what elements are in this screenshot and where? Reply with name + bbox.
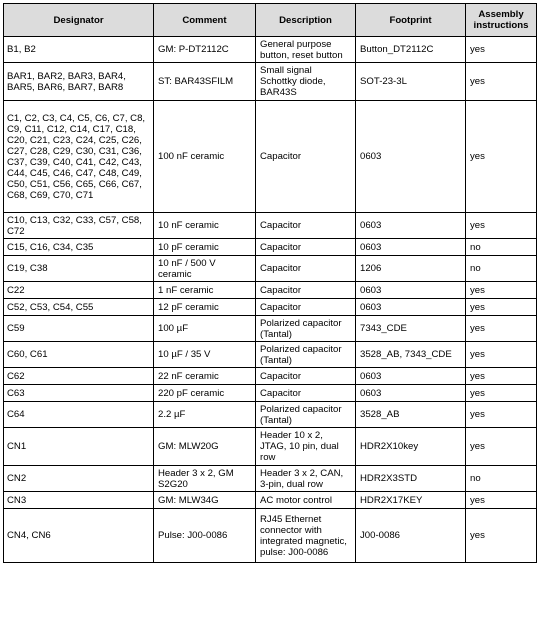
cell-description: Capacitor: [256, 256, 356, 282]
cell-footprint: 3528_AB: [356, 402, 466, 428]
header-description: Description: [256, 4, 356, 37]
cell-assembly: yes: [466, 299, 537, 316]
cell-footprint: SOT-23-3L: [356, 63, 466, 101]
cell-comment: 100 µF: [154, 316, 256, 342]
table-row: [4, 299, 537, 316]
cell-footprint: HDR2X3STD: [356, 466, 466, 492]
cell-assembly: yes: [466, 213, 537, 239]
cell-assembly: yes: [466, 101, 537, 213]
cell-comment: Pulse: J00-0086: [154, 509, 256, 563]
cell-description: AC motor control: [256, 492, 356, 509]
cell-description: Capacitor: [256, 213, 356, 239]
cell-description: Capacitor: [256, 299, 356, 316]
cell-description: Capacitor: [256, 282, 356, 299]
cell-description: Capacitor: [256, 385, 356, 402]
table-row: [4, 101, 537, 213]
header-assembly-instructions: Assembly instructions: [466, 4, 537, 37]
header-designator: Designator: [4, 4, 154, 37]
table-row: [4, 213, 537, 239]
cell-footprint: J00-0086: [356, 509, 466, 563]
table-row: [4, 239, 537, 256]
cell-comment: 10 nF ceramic: [154, 213, 256, 239]
cell-comment: ST: BAR43SFILM: [154, 63, 256, 101]
cell-comment: 2.2 µF: [154, 402, 256, 428]
cell-designator: C62: [4, 368, 154, 385]
cell-designator: CN4, CN6: [4, 509, 154, 563]
cell-designator: C64: [4, 402, 154, 428]
cell-footprint: HDR2X17KEY: [356, 492, 466, 509]
cell-assembly: yes: [466, 316, 537, 342]
cell-footprint: 0603: [356, 282, 466, 299]
cell-description: Polarized capacitor (Tantal): [256, 402, 356, 428]
cell-footprint: 1206: [356, 256, 466, 282]
cell-description: General purpose button, reset button: [256, 37, 356, 63]
cell-footprint: 3528_AB, 7343_CDE: [356, 342, 466, 368]
table-row: [4, 466, 537, 492]
table-row: [4, 492, 537, 509]
cell-assembly: no: [466, 466, 537, 492]
cell-footprint: 0603: [356, 101, 466, 213]
cell-footprint: Button_DT2112C: [356, 37, 466, 63]
cell-description: Polarized capacitor (Tantal): [256, 342, 356, 368]
cell-footprint: 0603: [356, 368, 466, 385]
cell-designator: C22: [4, 282, 154, 299]
table-row: [4, 282, 537, 299]
cell-comment: 220 pF ceramic: [154, 385, 256, 402]
cell-designator: BAR1, BAR2, BAR3, BAR4, BAR5, BAR6, BAR7, BAR8: [4, 63, 154, 101]
table-row: [4, 402, 537, 428]
table-row: [4, 342, 537, 368]
cell-footprint: 0603: [356, 239, 466, 256]
cell-assembly: yes: [466, 282, 537, 299]
cell-assembly: yes: [466, 368, 537, 385]
table-row: [4, 37, 537, 63]
cell-description: Capacitor: [256, 239, 356, 256]
cell-comment: 10 µF / 35 V: [154, 342, 256, 368]
cell-assembly: yes: [466, 385, 537, 402]
cell-assembly: yes: [466, 342, 537, 368]
table-row: [4, 385, 537, 402]
table-row: [4, 368, 537, 385]
cell-assembly: yes: [466, 37, 537, 63]
cell-comment: GM: P-DT2112C: [154, 37, 256, 63]
header-footprint: Footprint: [356, 4, 466, 37]
cell-assembly: yes: [466, 509, 537, 563]
cell-assembly: yes: [466, 402, 537, 428]
cell-description: Capacitor: [256, 101, 356, 213]
table-row: [4, 256, 537, 282]
cell-footprint: HDR2X10key: [356, 428, 466, 466]
cell-comment: 100 nF ceramic: [154, 101, 256, 213]
cell-designator: C52, C53, C54, C55: [4, 299, 154, 316]
cell-comment: 10 nF / 500 V ceramic: [154, 256, 256, 282]
cell-comment: GM: MLW34G: [154, 492, 256, 509]
cell-designator: CN2: [4, 466, 154, 492]
cell-description: Polarized capacitor (Tantal): [256, 316, 356, 342]
cell-assembly: no: [466, 256, 537, 282]
header-comment: Comment: [154, 4, 256, 37]
cell-designator: C15, C16, C34, C35: [4, 239, 154, 256]
cell-designator: C10, C13, C32, C33, C57, C58, C72: [4, 213, 154, 239]
cell-designator: CN1: [4, 428, 154, 466]
cell-description: Small signal Schottky diode, BAR43S: [256, 63, 356, 101]
table-row: [4, 63, 537, 101]
bom-table: [3, 3, 537, 563]
cell-designator: C1, C2, C3, C4, C5, C6, C7, C8, C9, C11, C12, C14, C17, C18, C20, C21, C23, C24, C25, C26, C27, C28, C29, C30, C31, C36, C37, C39, C40, C41, C42, C43, C44, C45, C46, C47, C48, C49, C50, C51, C56, C65, C66, C67, C68, C69, C70, C71: [4, 101, 154, 213]
cell-assembly: yes: [466, 428, 537, 466]
cell-footprint: 0603: [356, 385, 466, 402]
cell-footprint: 0603: [356, 299, 466, 316]
cell-footprint: 7343_CDE: [356, 316, 466, 342]
cell-comment: 22 nF ceramic: [154, 368, 256, 385]
cell-comment: 12 pF ceramic: [154, 299, 256, 316]
cell-description: RJ45 Ethernet connector with integrated magnetic, pulse: J00-0086: [256, 509, 356, 563]
cell-comment: 1 nF ceramic: [154, 282, 256, 299]
cell-description: Header 3 x 2, CAN, 3-pin, dual row: [256, 466, 356, 492]
cell-comment: Header 3 x 2, GM S2G20: [154, 466, 256, 492]
cell-description: Header 10 x 2, JTAG, 10 pin, dual row: [256, 428, 356, 466]
cell-description: Capacitor: [256, 368, 356, 385]
cell-assembly: yes: [466, 492, 537, 509]
cell-assembly: no: [466, 239, 537, 256]
cell-comment: 10 pF ceramic: [154, 239, 256, 256]
cell-comment: GM: MLW20G: [154, 428, 256, 466]
table-body: [4, 37, 537, 563]
table-row: [4, 316, 537, 342]
cell-designator: C63: [4, 385, 154, 402]
cell-designator: C60, C61: [4, 342, 154, 368]
cell-assembly: yes: [466, 63, 537, 101]
header-row: [4, 4, 537, 37]
cell-designator: CN3: [4, 492, 154, 509]
cell-designator: C59: [4, 316, 154, 342]
cell-designator: B1, B2: [4, 37, 154, 63]
table-row: [4, 509, 537, 563]
table-row: [4, 428, 537, 466]
cell-designator: C19, C38: [4, 256, 154, 282]
table-header: [4, 4, 537, 37]
cell-footprint: 0603: [356, 213, 466, 239]
